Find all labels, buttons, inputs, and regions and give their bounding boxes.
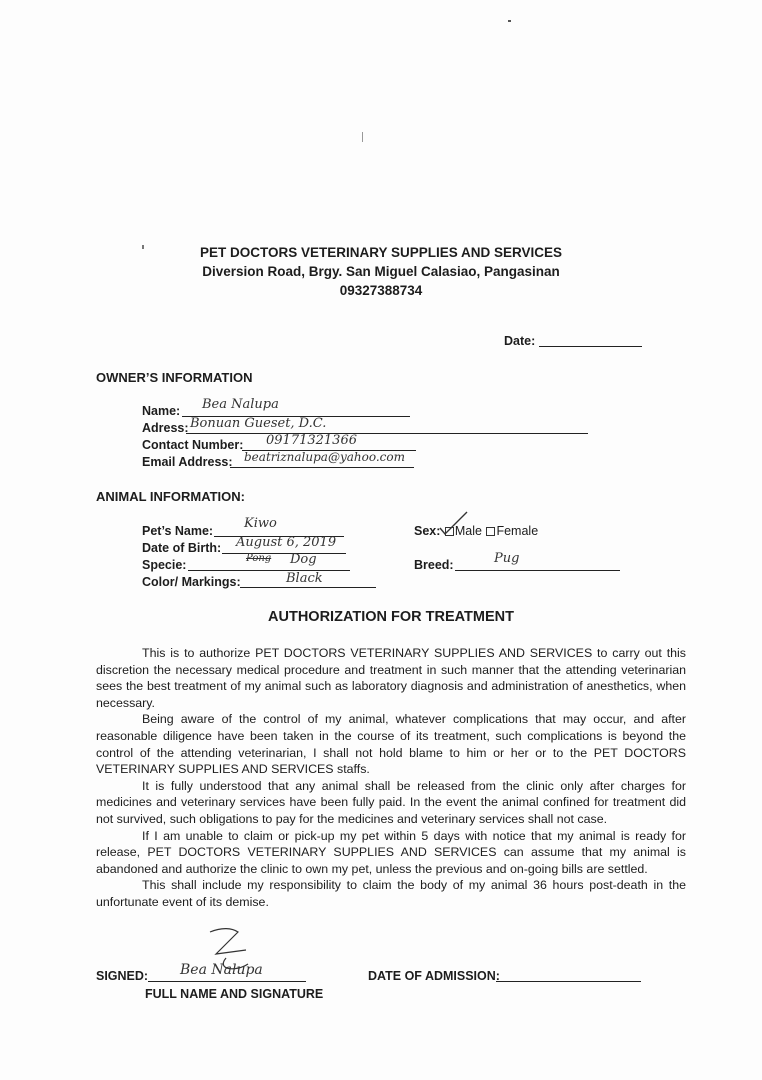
- owner-address-label: Adress:: [142, 421, 189, 435]
- color-value: Black: [286, 571, 323, 586]
- specie-label: Specie:: [142, 558, 187, 572]
- owner-email-label: Email Address:: [142, 455, 233, 469]
- sex-row: [414, 524, 538, 538]
- authorization-paragraph: This shall include my responsibility to claim the body of my animal 36 hours post-death in the unfortunate event of its demise.: [96, 878, 686, 909]
- dob-field[interactable]: [222, 553, 346, 554]
- clinic-address: Diversion Road, Brgy. San Miguel Calasiao, Pangasinan: [202, 264, 560, 279]
- authorization-paragraph: It is fully understood that any animal shall be released from the clinic only after charges for medicines and veterinary services have been fully paid. In the event the animal confined for treatment did not survived, such obligations to pay for the medicines and veterinary services shall not case.: [96, 778, 686, 826]
- breed-field[interactable]: [455, 570, 620, 571]
- owner-address-field[interactable]: [186, 433, 588, 434]
- owner-section-title: OWNER’S INFORMATION: [96, 370, 253, 385]
- dob-value: August 6, 2019: [236, 535, 337, 550]
- authorization-paragraph: This is to authorize PET DOCTORS VETERINARY SUPPLIES AND SERVICES to carry out this discretion the necessary medical procedure and treatment in such manner that the attending veterinarian sees the best treatment of my animal such as laboratory diagnosis and administration of anesthetics, when necessary.: [96, 646, 686, 710]
- owner-address-value: Bonuan Gueset, D.C.: [190, 416, 327, 431]
- authorization-text: [96, 645, 686, 911]
- authorization-paragraph: If I am unable to claim or pick-up my pet within 5 days with notice that my animal is ready for release, PET DOCTORS VETERINARY SUPPLIES AND SERVICES can assume that my animal is abandoned and authorize the clinic to own my pet, unless the previous and on-going bills are settled.: [96, 828, 686, 876]
- sex-female-label: Female: [496, 524, 539, 538]
- owner-contact-label: Contact Number:: [142, 438, 244, 452]
- pet-name-label: Pet’s Name:: [142, 524, 214, 538]
- signature-value: Bea Nalupa: [180, 962, 263, 978]
- owner-email-value: beatriznalupa@yahoo.com: [244, 450, 405, 464]
- owner-name-label: Name:: [142, 404, 181, 418]
- date-admission-field[interactable]: [496, 981, 641, 982]
- signed-label: SIGNED:: [96, 969, 149, 983]
- clinic-phone: 09327388734: [339, 283, 423, 298]
- clinic-name: PET DOCTORS VETERINARY SUPPLIES AND SERVICES: [199, 245, 563, 260]
- checkmark-icon: [436, 510, 470, 536]
- date-label: Date:: [504, 334, 536, 348]
- specie-field[interactable]: [188, 570, 350, 571]
- color-label: Color/ Markings:: [142, 575, 241, 589]
- color-field[interactable]: [240, 587, 376, 588]
- scan-speck: [362, 132, 363, 142]
- date-field[interactable]: [539, 346, 642, 347]
- specie-value: Dog: [290, 552, 317, 567]
- scan-speck: [508, 20, 511, 22]
- specie-struck-value: Pong: [246, 553, 272, 564]
- authorization-title: AUTHORIZATION FOR TREATMENT: [268, 609, 514, 625]
- sex-male-label: Male: [454, 524, 482, 538]
- breed-value: Pug: [494, 551, 520, 566]
- owner-contact-value: 09171321366: [266, 433, 357, 448]
- dob-label: Date of Birth:: [142, 541, 222, 555]
- pet-name-value: Kiwo: [244, 516, 277, 531]
- sex-label: Sex:: [414, 524, 441, 538]
- authorization-paragraph: Being aware of the control of my animal, whatever complications that may occur, and after reasonable diligence have been taken in the course of its treatment, such complications is beyond the control of the attending veterinarian, I shall not hold blame to him or her or to the PET DOCTORS VETERINARY SUPPLIES AND SERVICES staffs.: [96, 712, 686, 777]
- full-name-label: FULL NAME AND SIGNATURE: [145, 987, 324, 1001]
- date-admission-label: DATE OF ADMISSION:: [368, 969, 500, 983]
- breed-label: Breed:: [414, 558, 454, 572]
- owner-email-field[interactable]: [230, 467, 414, 468]
- owner-name-value: Bea Nalupa: [202, 397, 279, 412]
- animal-section-title: ANIMAL INFORMATION:: [96, 489, 245, 504]
- sex-female-checkbox[interactable]: [486, 527, 495, 536]
